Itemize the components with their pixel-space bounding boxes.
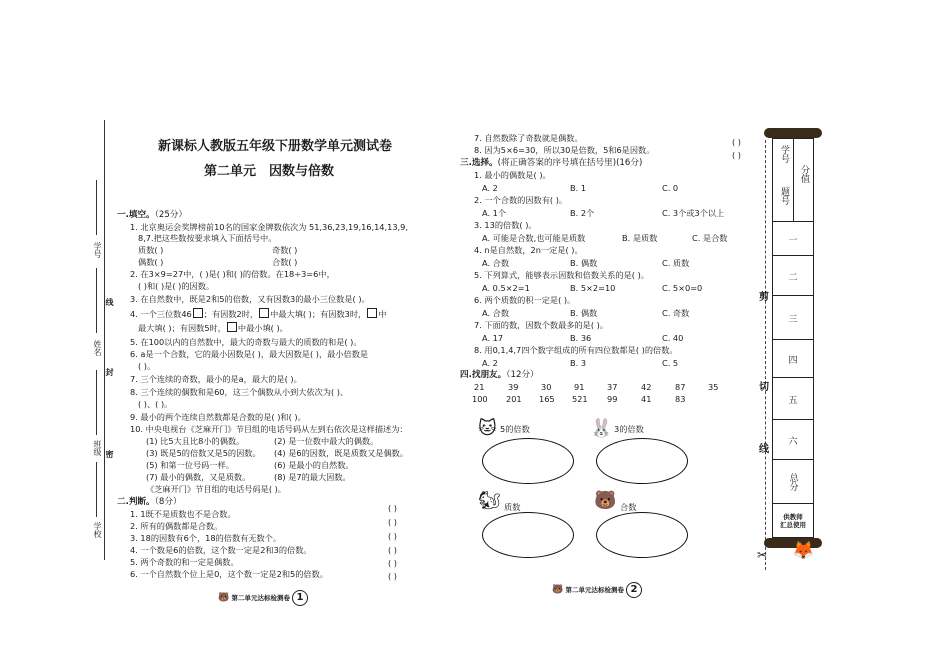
- choice-question: 3. 13的倍数( )。: [474, 220, 537, 230]
- choice-option[interactable]: B. 是质数: [622, 233, 658, 243]
- judge-item: 6. 一个自然数个位上是0，这个数一定是2和5的倍数。: [130, 569, 328, 579]
- score-table-body: [772, 138, 814, 538]
- friend-number: 39: [508, 382, 519, 392]
- fill-q7: 7. 三个连续的奇数，最小的是a，最大的是( )。: [130, 374, 302, 384]
- fill-q2-cont: ( )和( )是( )的因数。: [138, 281, 215, 291]
- binding-label-student-id: 学号: [93, 242, 102, 258]
- group-label-primes: 质数: [504, 502, 521, 512]
- fill-q1-odd: 奇数( ): [272, 245, 298, 255]
- mascot-icon: 🐻: [218, 593, 230, 603]
- friend-number: 41: [641, 394, 652, 404]
- choice-option[interactable]: A. 合数: [482, 308, 510, 318]
- page-number: 2: [626, 582, 642, 598]
- choice-option[interactable]: B. 偶数: [570, 308, 598, 318]
- fill-q10-clue: (8) 是7的最大因数。: [274, 472, 351, 482]
- fill-q9: 9. 最小的两个连续自然数都是合数的是( )和( )。: [130, 412, 306, 422]
- score-footer-note: 供教师 汇总使用: [773, 503, 813, 538]
- score-header-id: 学号: [779, 145, 789, 163]
- friend-number: 201: [506, 394, 522, 404]
- answer-paren[interactable]: ( ): [388, 545, 397, 555]
- scissors-icon: ✂: [757, 548, 768, 562]
- choice-option[interactable]: C. 奇数: [662, 308, 690, 318]
- fill-q1-cont: 8,7.把这些数按要求填入下面括号中。: [138, 233, 277, 243]
- choice-option[interactable]: B. 3: [570, 358, 587, 368]
- answer-paren[interactable]: ( ): [388, 558, 397, 568]
- digit-box[interactable]: [227, 322, 237, 332]
- fill-q3: 3. 在自然数中，既是2和5的倍数，又有因数3的最小三位数是( )。: [130, 294, 370, 304]
- choice-option[interactable]: B. 偶数: [570, 258, 598, 268]
- unit-title: 第二单元 因数与倍数: [204, 164, 335, 179]
- binding-field-line: [96, 180, 97, 235]
- choice-option[interactable]: C. 5: [662, 358, 679, 368]
- footer-right: 🐻 第二单元达标检测卷 2: [552, 582, 642, 598]
- choice-option[interactable]: A. 2: [482, 183, 498, 193]
- section-heading: 四.找朋友。（12分）: [460, 370, 539, 380]
- score-row: 五: [773, 377, 813, 420]
- answer-paren[interactable]: ( ): [388, 503, 397, 513]
- fill-q10-clue: (7) 最小的偶数，又是质数。: [146, 472, 251, 482]
- binding-label-school: 学校: [93, 522, 102, 538]
- judge-item: 3. 18的因数有6个，18的倍数有无数个。: [130, 533, 282, 543]
- friend-number: 165: [539, 394, 555, 404]
- binding-label-class: 班级: [93, 440, 102, 456]
- judge-item: 5. 两个奇数的和一定是偶数。: [130, 557, 239, 567]
- rabbit-icon: 🐰: [590, 418, 613, 439]
- score-row: 四: [773, 339, 813, 378]
- judge-item: 1. 1既不是质数也不是合数。: [130, 509, 236, 519]
- fill-q8-cont: ( )、( )。: [138, 399, 173, 409]
- group-label-multiples-of-5: 5的倍数: [500, 424, 530, 434]
- fill-q5: 5. 在100以内的自然数中，最大的奇数与最大的质数的和是( )。: [130, 337, 362, 347]
- binding-label-name: 姓名: [93, 340, 102, 356]
- fill-q10-answer: 《芝麻开门》节目组的电话号码是( )。: [146, 484, 286, 494]
- choice-option[interactable]: A. 0.5×2=1: [482, 283, 530, 293]
- section-heading: 三.选择。(将正确答案的序号填在括号里)(16分): [460, 158, 643, 168]
- choice-option[interactable]: C. 是合数: [692, 233, 728, 243]
- judge-item: 8. 因为5×6=30，所以30是倍数，5和6是因数。: [474, 145, 655, 155]
- friend-number: 99: [607, 394, 618, 404]
- choice-option[interactable]: A. 1个: [482, 208, 507, 218]
- binding-field-line: [96, 268, 97, 333]
- choice-option[interactable]: C. 0: [662, 183, 679, 193]
- choice-option[interactable]: B. 1: [570, 183, 587, 193]
- answer-paren[interactable]: ( ): [388, 517, 397, 527]
- binding-cut-word: 封: [105, 368, 114, 376]
- answer-oval-composites[interactable]: [596, 512, 688, 558]
- choice-question: 4. n是自然数，2n一定是( )。: [474, 245, 583, 255]
- cut-line: [765, 140, 766, 570]
- choice-option[interactable]: A. 2: [482, 358, 498, 368]
- score-row: 一: [773, 221, 813, 256]
- friend-number: 21: [474, 382, 485, 392]
- judge-item: 4. 一个数是6的倍数，这个数一定是2和3的倍数。: [130, 545, 312, 555]
- friend-number: 83: [675, 394, 686, 404]
- choice-option[interactable]: C. 40: [662, 333, 684, 343]
- answer-oval-multiples-of-5[interactable]: [482, 438, 574, 484]
- score-row: 三: [773, 295, 813, 340]
- group-label-multiples-of-3: 3的倍数: [614, 424, 644, 434]
- choice-option[interactable]: C. 3个或3个以上: [662, 208, 725, 218]
- fill-q4-cont: 最大填( )；有因数5时， 中最小填( )。: [138, 323, 288, 333]
- answer-oval-primes[interactable]: [482, 512, 574, 558]
- fill-q1-prime: 质数( ): [138, 245, 164, 255]
- digit-box[interactable]: [193, 308, 203, 318]
- scroll-rod-top: [764, 128, 822, 138]
- fill-q2: 2. 在3×9=27中，( )是( )和( )的倍数。在18÷3=6中，: [130, 269, 335, 279]
- mascot-icon: 🐻: [552, 585, 564, 595]
- cut-word: 剪: [759, 292, 769, 303]
- answer-paren[interactable]: ( ): [388, 531, 397, 541]
- choice-question: 2. 一个合数的因数有( )。: [474, 195, 568, 205]
- fill-q8: 8. 三个连续的偶数和是60，这三个偶数从小到大依次为( )、: [130, 387, 349, 397]
- friend-number: 35: [708, 382, 719, 392]
- choice-question: 7. 下面的数，因数个数最多的是( )。: [474, 320, 609, 330]
- fill-q10: 10. 中央电视台《芝麻开门》节目组的电话号码从左到右依次是这样描述为：: [130, 424, 408, 434]
- pirate-mascot-icon: 🦊: [792, 540, 815, 561]
- friend-number: 37: [607, 382, 618, 392]
- section-heading: 一.填空。（25分）: [117, 210, 188, 220]
- score-table: [770, 128, 816, 558]
- score-row: 六: [773, 419, 813, 460]
- fill-q10-clue: (3) 既是5的倍数又是5的因数。: [146, 448, 261, 458]
- choice-option[interactable]: C. 质数: [662, 258, 690, 268]
- page-number: 1: [292, 590, 308, 606]
- fill-q10-clue: (1) 比5大且比8小的偶数。: [146, 436, 245, 446]
- score-header-question: 题号: [779, 187, 789, 205]
- friend-number: 521: [572, 394, 588, 404]
- choice-question: 5. 下列算式，能够表示因数和倍数关系的是( )。: [474, 270, 649, 280]
- choice-option[interactable]: B. 2个: [570, 208, 595, 218]
- digit-box[interactable]: [259, 308, 269, 318]
- choice-question: 6. 两个质数的积一定是( )。: [474, 295, 576, 305]
- cut-word: 切: [759, 382, 769, 393]
- judge-item: 2. 所有的偶数都是合数。: [130, 521, 223, 531]
- page-title: 新课标人教版五年级下册数学单元测试卷: [158, 139, 393, 154]
- choice-option[interactable]: C. 5×0=0: [662, 283, 703, 293]
- fill-q1-composite: 合数( ): [272, 257, 298, 267]
- choice-question: 8. 用0,1,4,7四个数字组成的所有四位数都是( )的倍数。: [474, 345, 678, 355]
- friend-number: 91: [574, 382, 585, 392]
- group-label-composites: 合数: [620, 502, 637, 512]
- section-heading: 二.判断。（8分）: [117, 497, 182, 507]
- answer-paren[interactable]: ( ): [732, 137, 741, 147]
- fill-q10-clue: (5) 和第一位号码一样。: [146, 460, 234, 470]
- fill-q6: 6. a是一个合数，它的最小因数是( )，最大因数是( )，最小倍数是: [130, 349, 369, 359]
- score-header-value: 分值: [799, 165, 809, 183]
- answer-paren[interactable]: ( ): [388, 571, 397, 581]
- friend-number: 42: [641, 382, 652, 392]
- score-row: 二: [773, 255, 813, 296]
- fill-q6-cont: ( )。: [138, 361, 156, 371]
- choice-option[interactable]: B. 36: [570, 333, 592, 343]
- fill-q4: 4. 一个三位数46 ；有因数2时， 中最大填( )；有因数3时， 中: [130, 309, 387, 319]
- footer-left: 🐻 第二单元达标检测卷 1: [218, 590, 308, 606]
- friend-number: 30: [541, 382, 552, 392]
- cat-icon: 🐱: [478, 418, 497, 439]
- binding-field-line: [96, 462, 97, 517]
- binding-line: [104, 120, 105, 560]
- binding-cut-word: 密: [105, 450, 114, 458]
- squirrel-icon: 🐿: [478, 490, 501, 511]
- choice-option[interactable]: B. 5×2=10: [570, 283, 616, 293]
- fill-q10-clue: (4) 是6的因数，既是质数又是偶数。: [274, 448, 409, 458]
- binding-cut-word: 线: [105, 298, 114, 306]
- answer-paren[interactable]: ( ): [732, 150, 741, 160]
- cut-word: 线: [759, 444, 769, 455]
- fill-q10-clue: (2) 是一位数中最大的偶数。: [274, 436, 379, 446]
- choice-option[interactable]: A. 可能是合数,也可能是质数: [482, 233, 586, 243]
- bear-icon: 🐻: [594, 490, 617, 511]
- binding-field-line: [96, 370, 97, 435]
- friend-number: 100: [472, 394, 488, 404]
- fill-q10-clue: (6) 是最小的自然数。: [274, 460, 354, 470]
- fill-q1-even: 偶数( ): [138, 257, 164, 267]
- score-header: [773, 139, 813, 221]
- choice-option[interactable]: A. 17: [482, 333, 504, 343]
- friend-number: 87: [675, 382, 686, 392]
- fill-q1: 1. 北京奥运会奖牌榜前10名的国家金牌数依次为 51,36,23,19,16,14,13,9,: [130, 222, 408, 232]
- judge-item: 7. 自然数除了奇数就是偶数。: [474, 133, 583, 143]
- answer-oval-multiples-of-3[interactable]: [596, 438, 688, 484]
- choice-question: 1. 最小的偶数是( )。: [474, 170, 551, 180]
- digit-box[interactable]: [367, 308, 377, 318]
- choice-option[interactable]: A. 合数: [482, 258, 510, 268]
- score-row-total: 总分: [773, 459, 813, 504]
